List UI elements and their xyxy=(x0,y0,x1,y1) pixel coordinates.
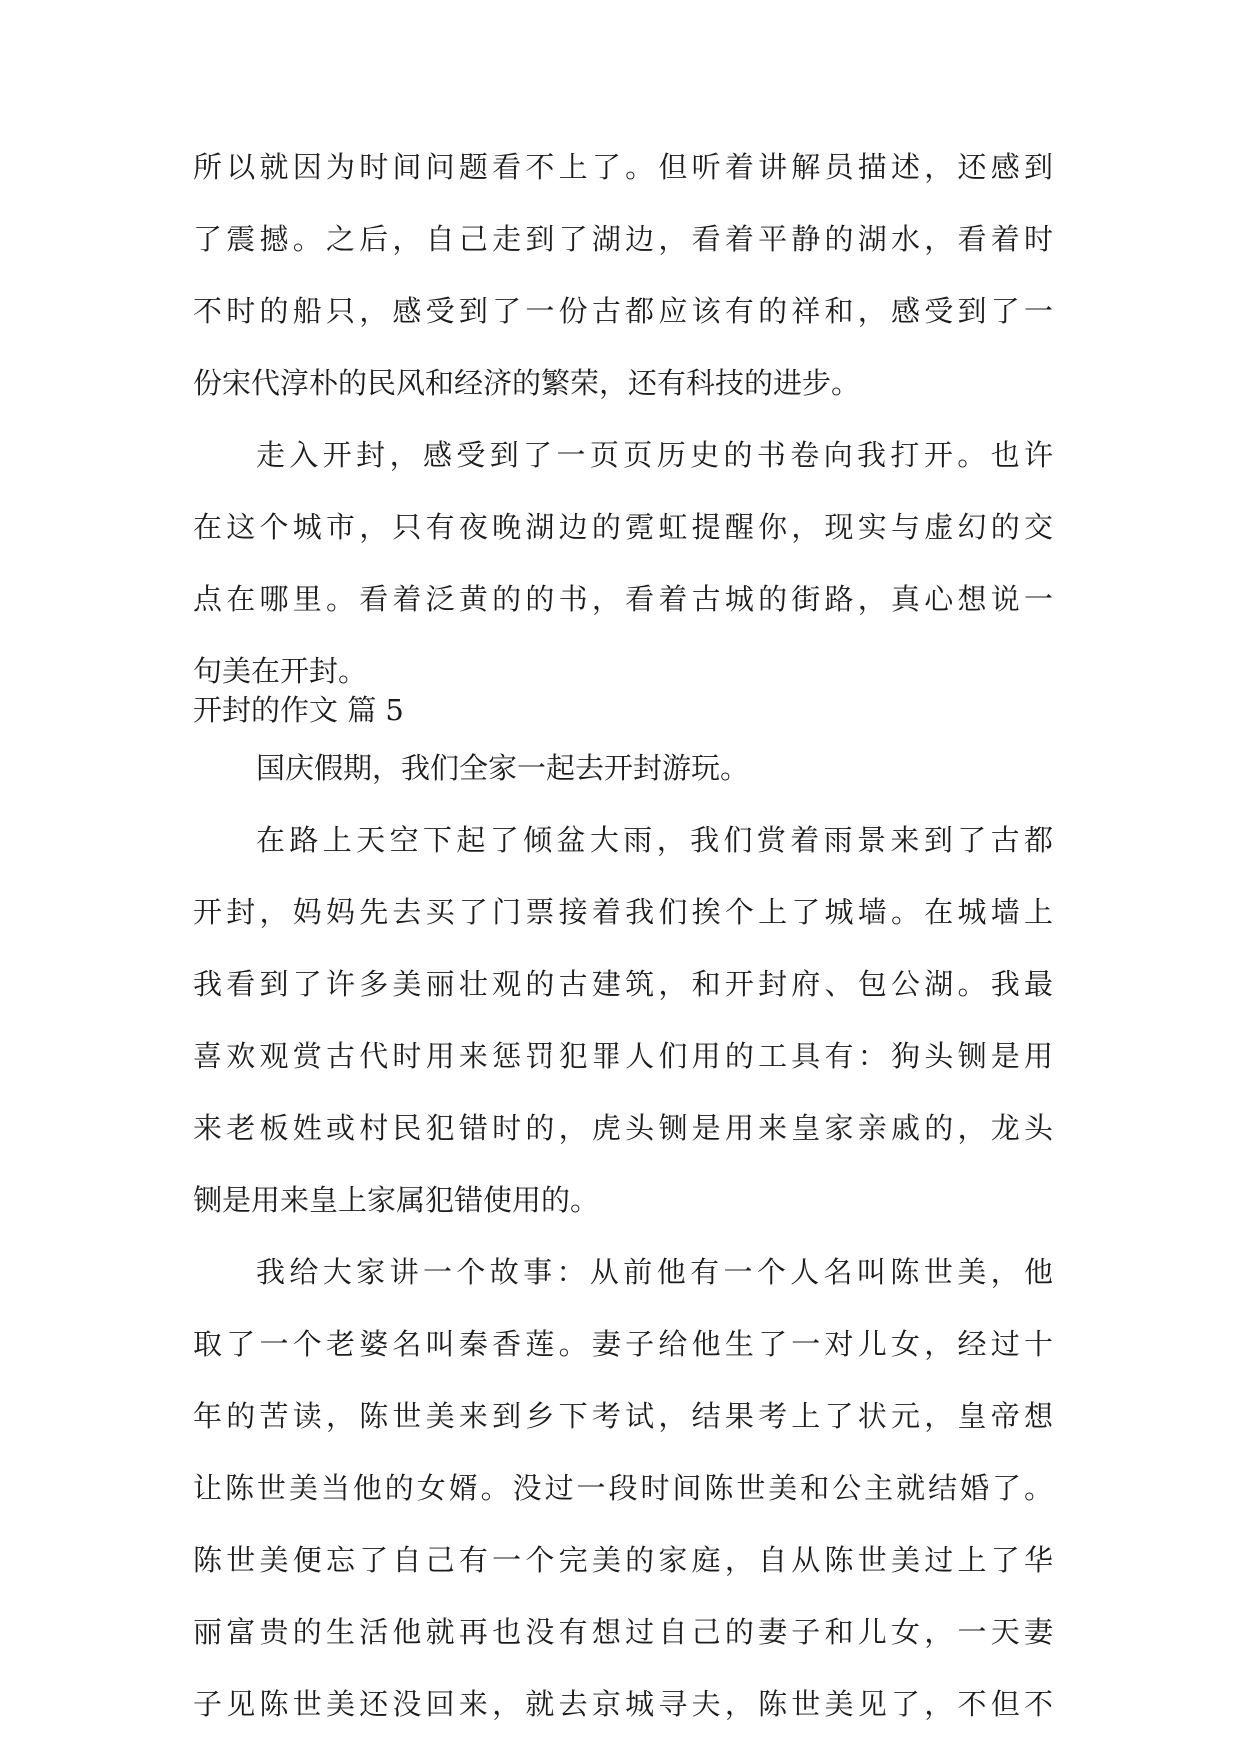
paragraph-line: 丽富贵的生活他就再也没有想过自己的妻子和儿女，一天妻 xyxy=(193,1615,1053,1649)
paragraph-line: 取了一个老婆名叫秦香莲。妻子给他生了一对儿女，经过十 xyxy=(193,1327,1053,1361)
paragraph-line: 所以就因为时间问题看不上了。但听着讲解员描述，还感到 xyxy=(193,150,1053,184)
paragraph-line: 不时的船只，感受到了一份古都应该有的祥和，感受到了一 xyxy=(193,294,1053,328)
paragraph-line: 句美在开封。 xyxy=(193,654,368,688)
paragraph-line: 开封，妈妈先去买了门票接着我们挨个上了城墙。在城墙上 xyxy=(193,895,1053,929)
paragraph-line: 国庆假期，我们全家一起去开封游玩。 xyxy=(256,751,750,785)
paragraph-line: 陈世美便忘了自己有一个完美的家庭，自从陈世美过上了华 xyxy=(193,1543,1053,1577)
paragraph-line: 我给大家讲一个故事：从前他有一个人名叫陈世美，他 xyxy=(256,1255,1053,1289)
paragraph-line: 铡是用来皇上家属犯错使用的。 xyxy=(193,1183,600,1217)
paragraph-line: 年的苦读，陈世美来到乡下考试，结果考上了状元，皇帝想 xyxy=(193,1399,1053,1433)
paragraph-line: 了震撼。之后，自己走到了湖边，看着平静的湖水，看着时 xyxy=(193,222,1053,256)
paragraph-line: 让陈世美当他的女婿。没过一段时间陈世美和公主就结婚了。 xyxy=(193,1471,1053,1505)
paragraph-line: 子见陈世美还没回来，就去京城寻夫，陈世美见了，不但不 xyxy=(193,1687,1053,1721)
paragraph-line: 在这个城市，只有夜晚湖边的霓虹提醒你，现实与虚幻的交 xyxy=(193,510,1053,544)
paragraph-line: 喜欢观赏古代时用来惩罚犯罪人们用的工具有：狗头铡是用 xyxy=(193,1039,1053,1073)
paragraph-line: 我看到了许多美丽壮观的古建筑，和开封府、包公湖。我最 xyxy=(193,967,1053,1001)
paragraph-line: 份宋代淳朴的民风和经济的繁荣，还有科技的进步。 xyxy=(193,366,861,400)
paragraph-line: 来老板姓或村民犯错时的，虎头铡是用来皇家亲戚的，龙头 xyxy=(193,1111,1053,1145)
section-title: 开封的作文 篇 5 xyxy=(193,693,404,727)
paragraph-line: 点在哪里。看着泛黄的的书，看着古城的街路，真心想说一 xyxy=(193,582,1053,616)
paragraph-line: 走入开封，感受到了一页页历史的书卷向我打开。也许 xyxy=(256,438,1053,472)
paragraph-line: 在路上天空下起了倾盆大雨，我们赏着雨景来到了古都 xyxy=(256,823,1053,857)
